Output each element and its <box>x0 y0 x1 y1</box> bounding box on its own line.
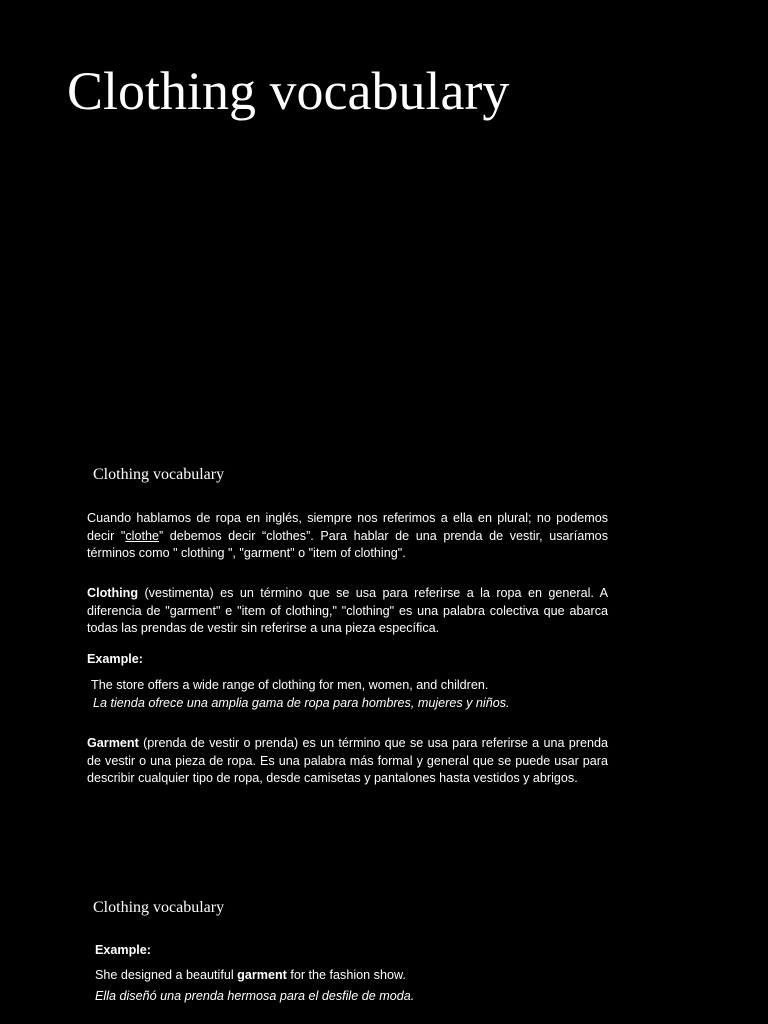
example-label-2: Example: <box>95 943 151 957</box>
example-sentence-spanish-2: Ella diseñó una prenda hermosa para el desfile de moda. <box>95 989 415 1003</box>
intro-text-start: Cuando hablamos de ropa en inglés, siempre nos referimos a ella en plural; no podemos decir " <box>87 511 608 543</box>
clothing-definition-paragraph <box>87 585 608 638</box>
garment-definition-paragraph <box>87 735 608 788</box>
example-sentence-spanish: La tienda ofrece una amplia gama de ropa para hombres, mujeres y niños. <box>93 696 510 710</box>
term-garment-bold: garment <box>237 968 287 982</box>
intro-paragraph <box>87 510 608 563</box>
page-title: Clothing vocabulary <box>67 61 510 121</box>
garment-definition-text: (prenda de vestir o prenda) es un término que se usa para referirse a una prenda de vestir o una pieza de ropa. Es una palabra más formal y general que se puede usar para describir cualquier tipo de ropa, desde camisetas y pantalones hasta vestidos y abrigos. <box>87 736 608 786</box>
section-header-2: Clothing vocabulary <box>93 899 225 916</box>
term-garment: Garment <box>87 736 139 750</box>
example-sentence-english: The store offers a wide range of clothing for men, women, and children. <box>91 678 489 692</box>
clothing-definition-text: (vestimenta) es un término que se usa para referirse a la ropa en general. A diferencia de "garment" e "item of clothing," "clothing" es una palabra colectiva que abarca todas las prendas de vestir sin referirse a una pieza específica. <box>87 586 608 636</box>
example2-text-start: She designed a beautiful <box>95 968 238 982</box>
section-header: Clothing vocabulary <box>93 466 225 483</box>
example2-text-end: for the fashion show. <box>286 968 406 982</box>
term-clothing: Clothing <box>87 586 139 600</box>
example-sentence-english-2 <box>95 967 406 984</box>
underlined-word-clothe: clothe <box>125 528 159 543</box>
example-label: Example: <box>87 652 143 666</box>
intro-text-end: ” debemos decir “clothes”. Para hablar de una prenda de vestir, usaríamos términos como " clothing ", "garment" o "item of clothing". <box>87 528 608 561</box>
